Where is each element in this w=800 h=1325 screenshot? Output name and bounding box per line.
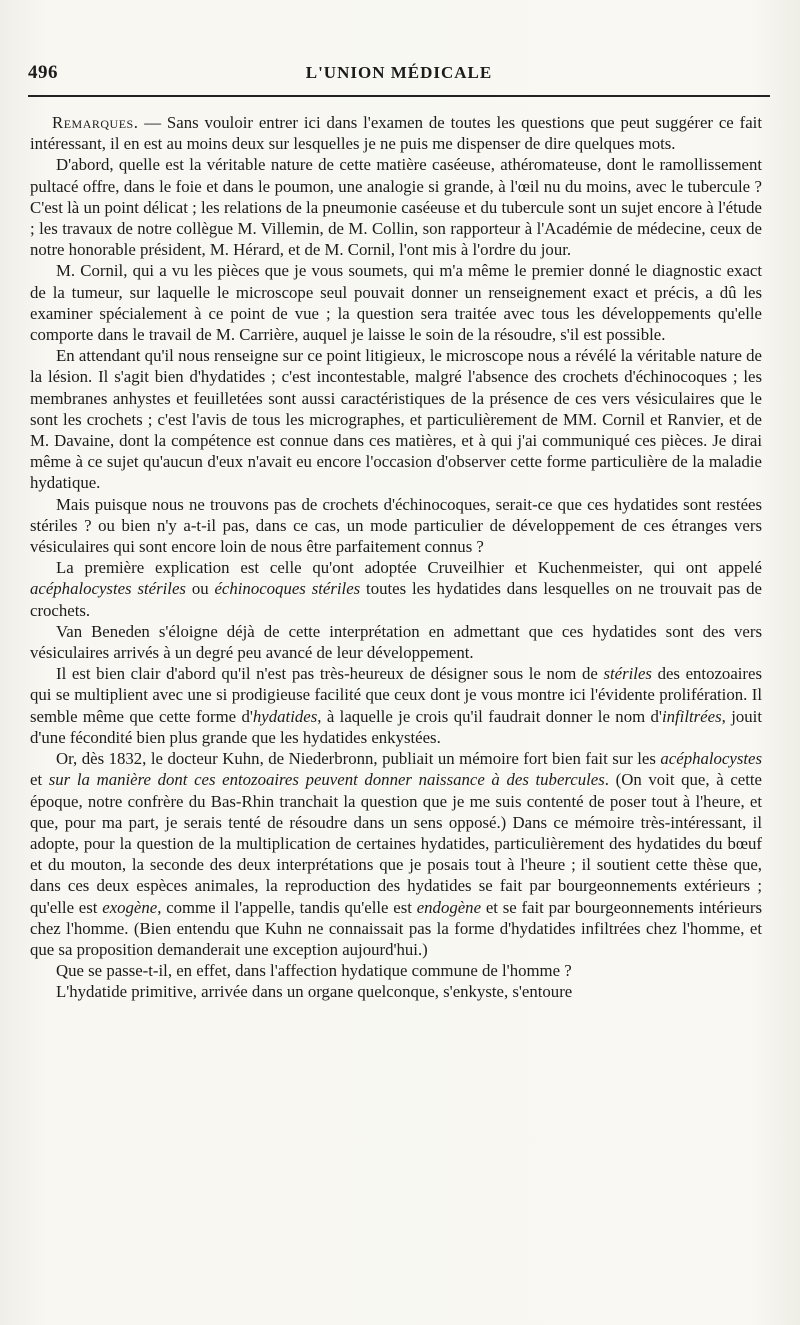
paragraph-text: toutes les hydatides dans lesquelles on ne trouvait pas de crochets. xyxy=(30,579,762,620)
italic-term: exogène xyxy=(102,897,158,917)
italic-term: acéphalocystes stériles xyxy=(30,579,186,599)
paragraph xyxy=(30,260,762,345)
italic-term: hydatides xyxy=(252,706,318,726)
remarks-lead: Remarques. xyxy=(52,113,139,132)
paragraph-text: M. Cornil, qui a vu les pièces que je vous soumets, qui m'a même le premier donné le diagnostic exact de la tumeur, sur laquelle le microscope seul pouvait donner un renseignement exact et précis, a dû les examiner spécialement à ce point de vue ; la question sera traitée avec tous les développements qu'elle comporte dans le travail de M. Carrière, auquel je laisse le soin de la résoudre, s'il est possible. xyxy=(30,261,762,345)
page-number: 496 xyxy=(28,62,58,83)
paragraph-text: Or, dès 1832, le docteur Kuhn, de Niederbronn, publiait un mémoire fort bien fait sur les xyxy=(56,749,661,769)
paragraph xyxy=(30,557,762,621)
italic-term: échinocoques stériles xyxy=(214,579,361,599)
paragraph-text: D'abord, quelle est la véritable nature de cette matière caséeuse, athéromateuse, dont le ramollissement pultacé offre, dans le foie et dans le poumon, une analogie si grande, à l'œil nu du moins, avec le tubercule ? C'est là un point délicat ; les relations de la pneumonie caséeuse et du tubercule sont un sujet encore à l'étude ; les travaux de notre collègue M. Villemin, de M. Collin, son rapporteur à l'Académie de médecine, ceux de notre honorable président, M. Hérard, et de M. Cornil, l'ont mis à l'ordre du jour. xyxy=(30,155,762,260)
paragraph-text: , comme il l'appelle, tandis qu'elle est xyxy=(157,897,417,917)
paragraph-text: et xyxy=(30,770,49,790)
paragraph xyxy=(30,494,762,558)
paragraph xyxy=(30,345,762,493)
paragraph-text: . (On voit que, à cette époque, notre confrère du Bas-Rhin tranchait la question que je me suis contenté de poser tout à l'heure, et que, pour ma part, je serais tenté de résoudre dans un sens opposé.) Dans ce mémoire très-intéressant, il adopte, pour la question de la multiplication de certaines hydatides, particulièrement des hydatides du bœuf et du mouton, la seconde des deux interprétations que je posais tout à l'heure ; il soutient cette thèse que, dans ces deux espèces animales, la reproduction des hydatides se fait par bourgeonnements extérieurs ; qu'elle est xyxy=(30,770,762,917)
paragraph-text: Que se passe-t-il, en effet, dans l'affection hydatique commune de l'homme ? xyxy=(56,961,572,981)
paragraph-text: Van Beneden s'éloigne déjà de cette interprétation en admettant que ces hydatides sont des vers vésiculaires arrivés à un degré peu avancé de leur développement. xyxy=(30,621,762,663)
paragraph-text: En attendant qu'il nous renseigne sur ce point litigieux, le microscope nous a révélé la véritable nature de la lésion. Il s'agit bien d'hydatides ; c'est incontestable, malgré l'absence des crochets d'échinocoques ; les membranes anhystes et feuilletées sont aussi caractéristiques de la présence de ces vers vésiculaires que le sont les crochets ; c'est l'avis de tous les micrographes, et particulièrement de MM. Cornil et Ranvier, et de M. Davaine, dont la compétence est connue dans ces matières, et à qui j'ai communiqué ces pièces. Je dirai même à ce sujet qu'aucun d'eux n'avait eu encore l'occasion d'observer cette forme particulière de la maladie hydatique. xyxy=(30,346,762,493)
paragraph xyxy=(30,981,762,1002)
paragraph xyxy=(30,621,762,663)
paragraph-text: L'hydatide primitive, arrivée dans un organe quelconque, s'enkyste, s'entoure xyxy=(56,982,573,1002)
paragraph-text: des entozoaires qui se multiplient avec une si prodigieuse facilité que ceux dont je vous montre ici l'évidente prolifération. Il semble même que cette forme d' xyxy=(30,664,762,726)
running-title: L'UNION MÉDICALE xyxy=(305,63,493,82)
paragraph xyxy=(30,154,762,260)
article-body xyxy=(30,112,762,1003)
paragraph-text: La première explication est celle qu'ont adoptée Cruveilhier et Kuchenmeister, qui ont appelé xyxy=(56,558,762,578)
paragraph xyxy=(30,960,762,981)
paragraph-text: , à laquelle je crois qu'il faudrait donner le nom d' xyxy=(317,706,662,726)
paragraph-text: Il est bien clair d'abord qu'il n'est pas très-heureux de désigner sous le nom de xyxy=(56,664,604,684)
paragraph-text: Mais puisque nous ne trouvons pas de crochets d'échinocoques, serait-ce que ces hydatides sont restées stériles ? ou bien n'y a-t-il pas, dans ce cas, un mode particulier de développement de ces étranges vers vésiculaires qui sont encore loin de nous être parfaitement connus ? xyxy=(30,494,762,557)
page-header xyxy=(28,62,770,88)
paragraph-text: — Sans vouloir entrer ici dans l'examen de toutes les questions que peut suggérer ce fait intéressant, il en est au moins deux sur lesquelles je ne puis me dispenser de dire quelques mots. xyxy=(30,113,762,154)
paragraph-text: ou xyxy=(185,579,215,599)
italic-term: sur la manière dont ces entozoaires peuvent donner naissance à des tubercules xyxy=(48,770,605,790)
paragraph-text: , jouit d'une fécondité bien plus grande que les hydatides enkystées. xyxy=(30,706,762,747)
italic-term: infiltrées xyxy=(661,706,722,726)
header-rule xyxy=(28,95,770,97)
paragraph-text: et se fait par bourgeonnements intérieurs chez l'homme. (Bien entendu que Kuhn ne connaissait pas la forme d'hydatides infiltrées chez l'homme, et que sa proposition demanderait une exception aujourd'hui.) xyxy=(30,897,762,959)
paragraph xyxy=(30,748,762,960)
paragraph-remarks xyxy=(30,112,762,154)
paragraph xyxy=(30,663,762,748)
italic-term: acéphalocystes xyxy=(660,749,762,769)
italic-term: stériles xyxy=(603,664,652,684)
italic-term: endogène xyxy=(416,897,482,917)
